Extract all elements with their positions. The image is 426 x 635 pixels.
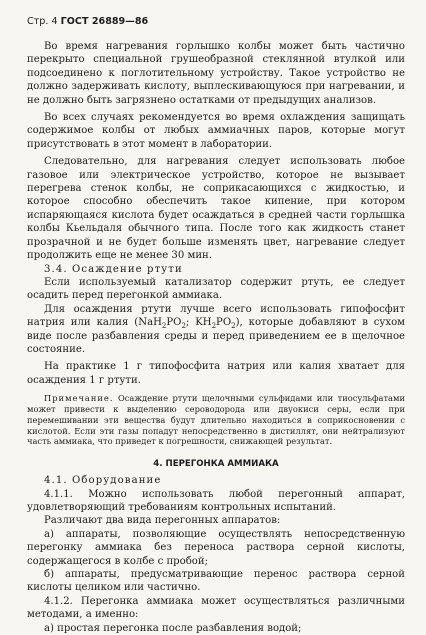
subsection-heading-mercury: 3.4. Осаждение ртути [44, 263, 183, 275]
note-text: Осаждение ртути щелочными сульфидами или тиосульфатами может привести к выделению сероводорода или двуокиси серы, если при перемешивании эти вещества будут длительно находиться в соприкосновении с кислотой. Если эти газы попадут непосредственно в дистиллят, они нейтрализуют часть аммиака, что приведет к погрешности, снижающей результат. [27, 393, 405, 447]
note-label: Примечание. [44, 393, 114, 404]
paragraph-methods: 4.1.2. Перегонка аммиака может осуществляться различными методами, а именно: [27, 595, 405, 621]
list-item-method-a: а) простая перегонка после разбавления водой; [44, 622, 302, 634]
page-body [27, 40, 405, 635]
section-title-distillation: 4. ПЕРЕГОНКА АММИАКА [153, 459, 279, 470]
note-block [27, 393, 405, 447]
paragraph-two-types: Различают два вида перегонных аппаратов: [44, 515, 281, 527]
subsection-heading-equipment: 4.1. Оборудование [44, 475, 162, 487]
standard-number: ГОСТ 26889—86 [60, 16, 149, 27]
paragraph-hypophosphite: Для осаждения ртути лучше всего использовать гипофосфит натрия или калия ($NaH_2PO_2$; $KH_2PO_2$), которые добавляют в сухом виде после разбавления среды и перед приведением ее в щелочное состояние. [27, 303, 405, 355]
paragraph-apparatus-any: 4.1.1. Можно использовать любой перегонный аппарат, удовлетворяющий требованиям контрольных испытаний. [27, 488, 405, 513]
paragraph-heating-device: Следовательно, для нагревания следует использовать любое газовое или электрическое устройство, которое не вызывает перегрева стенок колбы, не соприкасающихся с жидкостью, и которое способно обеспечить такое кипение, при котором испаряющаяся кислота будет осаждаться в средней части горлышка колбы Кьельдаля обычного типа. После того как жидкость станет прозрачной и не будет больше изменять цвет, нагревание следует продолжить еще не менее 30 мин. [27, 156, 405, 262]
page-header [27, 16, 148, 27]
paragraph-cooling-protection: Во всех случаях рекомендуется во время охлаждения защищать содержимое колбы от любых аммиачных паров, которые могут присутствовать в этот момент в лаборатории. [27, 112, 405, 150]
paragraph-catalyst-mercury: Если используемый катализатор содержит ртуть, ее следует осадить перед перегонкой аммиака. [27, 276, 405, 302]
list-item-type-a: а) аппараты, позволяющие осуществлять непосредственную перегонку аммиака без переноса раствора серной кислоты, содержащегося в колбе с пробой; [27, 528, 405, 567]
list-item-type-b: б) аппараты, предусматривающие перенос раствора серной кислоты целиком или частично. [27, 568, 405, 594]
page-number: Стр. 4 [27, 16, 58, 27]
paragraph-practice-ratio: На практике 1 г типофосфита натрия или калия хватает для осаждения 1 г ртути. [27, 361, 405, 386]
paragraph-heating-neck: Во время нагревания горлышко колбы может быть частично перекрыто специальной грушеобразной стеклянной втулкой или подсоединено к поглотительному устройству. Такое устройство не должно задерживать кислоту, выплескивающуюся при нагревании, и не должно быть загрязнено остатками от предыдущих анализов. [27, 41, 405, 106]
